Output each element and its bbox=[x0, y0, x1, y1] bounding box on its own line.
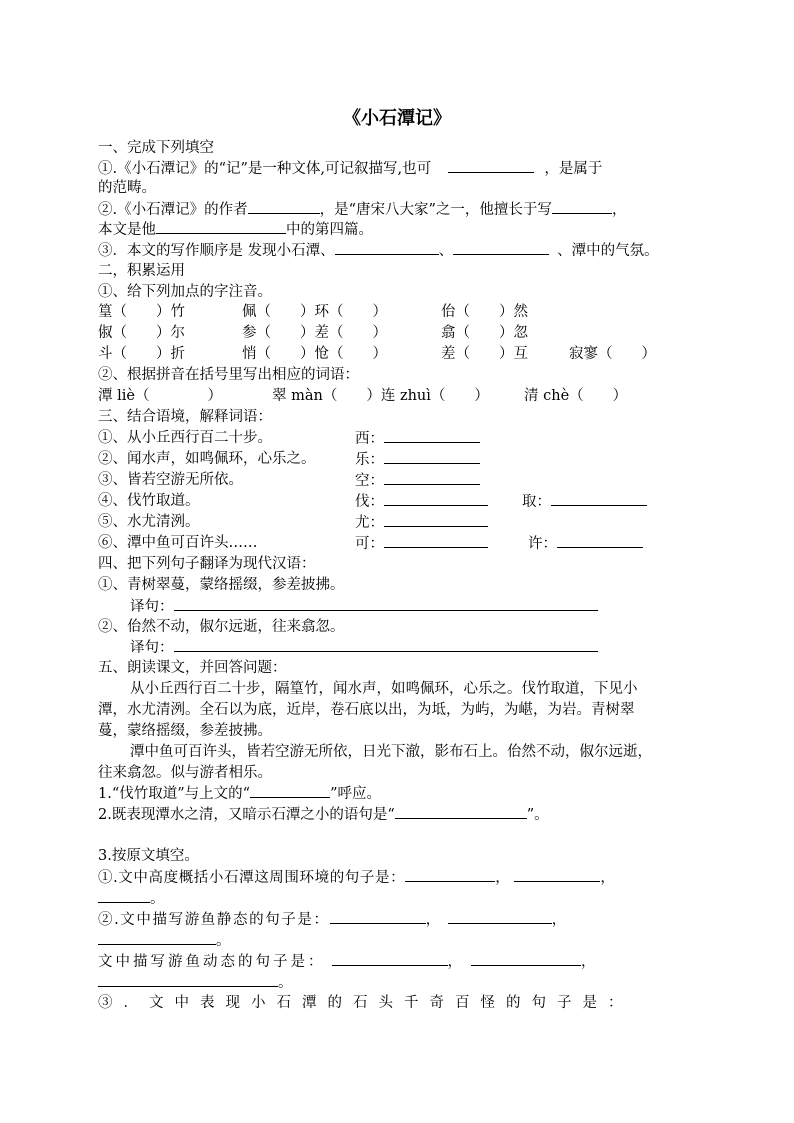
blank[interactable] bbox=[384, 470, 480, 485]
blank[interactable] bbox=[551, 491, 647, 506]
s3-word-label: 可： bbox=[355, 536, 384, 552]
blank[interactable] bbox=[453, 240, 549, 255]
blank[interactable] bbox=[330, 909, 426, 924]
pinyin-item: 佁（ ）然 bbox=[441, 304, 528, 320]
s4-answer-line bbox=[130, 596, 598, 617]
s5-q3-1-text: ①.文中高度概括小石潭这周围环境的句子是： bbox=[98, 870, 406, 886]
comma: ， bbox=[425, 912, 442, 928]
section-3-heading: 三、结合语境，解释词语： bbox=[98, 409, 272, 425]
q2-text-b: ，是“唐宋八大家”之一，他擅长于写 bbox=[319, 202, 552, 218]
s5-q3-2-text: ②.文中描写游鱼静态的句子是： bbox=[98, 912, 330, 928]
section-5-heading: 五、朗读课文，并回答问题： bbox=[98, 660, 287, 676]
pinyin-item: 悄（ ）怆（ ） bbox=[242, 346, 387, 362]
blank[interactable] bbox=[552, 199, 612, 214]
s3-word bbox=[522, 491, 647, 512]
blank[interactable] bbox=[174, 596, 598, 611]
blank[interactable] bbox=[335, 240, 439, 255]
period: 。 bbox=[150, 891, 165, 907]
q2-text-e: 中的第四篇。 bbox=[286, 222, 373, 238]
pinyin-item: 差（ ）互 bbox=[441, 346, 528, 362]
word-item: 清 chè（ ） bbox=[524, 388, 628, 404]
q1-text-b: ，是属于 bbox=[544, 161, 603, 177]
pinyin-item: 俶（ ）尔 bbox=[98, 325, 185, 341]
blank[interactable] bbox=[98, 930, 216, 945]
s3-word-label: 伐： bbox=[355, 494, 384, 510]
pinyin-item: 翕（ ）忽 bbox=[441, 325, 528, 341]
q1-text: ①.《小石潭记》的“记”是一种文体,可记叙描写,也可 bbox=[98, 161, 432, 177]
q2-text: ②.《小石潭记》的作者 bbox=[98, 202, 248, 218]
pinyin-item: 佩（ ）环（ ） bbox=[242, 304, 387, 320]
s3-word bbox=[528, 533, 643, 554]
q2-line bbox=[98, 199, 626, 220]
period: 。 bbox=[278, 975, 293, 991]
blank[interactable] bbox=[174, 637, 598, 652]
blank[interactable] bbox=[156, 219, 286, 234]
blank[interactable] bbox=[248, 199, 320, 214]
s5-q2-text: 2.既表现潭水之清，又暗示石潭之小的语句是“ bbox=[98, 807, 395, 823]
s5-q1-text: 1.“伐竹取道”与上文的“ bbox=[98, 786, 251, 802]
s5-q3-2-cont bbox=[98, 930, 231, 951]
section-2-heading: 二，积累运用 bbox=[98, 263, 185, 279]
s5-q3: 3.按原文填空。 bbox=[98, 848, 199, 864]
passage-line: 潭中鱼可百许头，皆若空游无所依，日光下澈，影布石上。佁然不动，俶尔远逝， bbox=[130, 744, 652, 760]
s5-q2 bbox=[98, 804, 549, 825]
s3-sentence: ①、从小丘西行百二十步。 bbox=[98, 430, 272, 446]
blank[interactable] bbox=[395, 804, 527, 819]
s4-q1: ①、青树翠蔓，蒙络摇缀，参差披拂。 bbox=[98, 577, 345, 593]
blank[interactable] bbox=[514, 867, 600, 882]
s5-q3-3-text: 文中描写游鱼动态的句子是： bbox=[98, 954, 326, 970]
blank[interactable] bbox=[384, 449, 480, 464]
s3-word-label: 尤： bbox=[355, 515, 384, 531]
s5-q1-text-b: ”呼应。 bbox=[330, 786, 381, 802]
s3-sentence: ③、皆若空游无所依。 bbox=[98, 472, 243, 488]
s5-q1 bbox=[98, 783, 381, 804]
section-1-heading: 一、完成下列填空 bbox=[98, 140, 214, 156]
comma: ， bbox=[551, 912, 568, 928]
s2-q2: ②、根据拼音在括号里写出相应的词语： bbox=[98, 367, 359, 383]
blank[interactable] bbox=[98, 888, 150, 903]
s5-q2-text-b: ”。 bbox=[526, 807, 549, 823]
comma: ， bbox=[495, 870, 511, 886]
blank[interactable] bbox=[384, 533, 488, 548]
s3-word-label: 取： bbox=[522, 494, 551, 510]
comma: ， bbox=[600, 870, 616, 886]
blank[interactable] bbox=[98, 972, 278, 987]
q3-text: ③．本文的写作顺序是 发现小石潭、 bbox=[98, 243, 335, 259]
q1-line bbox=[98, 158, 602, 179]
q2-text-d: 本文是他 bbox=[98, 222, 156, 238]
comma: ， bbox=[581, 954, 599, 970]
s3-word bbox=[355, 428, 480, 449]
blank[interactable] bbox=[448, 158, 534, 173]
s3-word bbox=[355, 491, 488, 512]
passage-line: 蔓，蒙络摇缀，参差披拂。 bbox=[98, 723, 272, 739]
s5-q3-1-cont bbox=[98, 888, 165, 909]
s5-q3-1 bbox=[98, 867, 615, 888]
q3-line bbox=[98, 240, 659, 261]
s3-word-label: 空： bbox=[355, 473, 384, 489]
q2-text-c: ， bbox=[611, 202, 627, 218]
s5-q3-3-cont bbox=[98, 972, 293, 993]
s3-word-label: 乐： bbox=[355, 452, 384, 468]
blank[interactable] bbox=[405, 867, 495, 882]
s4-answer-line bbox=[130, 637, 598, 658]
blank[interactable] bbox=[384, 491, 488, 506]
blank[interactable] bbox=[471, 951, 581, 966]
s3-sentence: ②、闻水声，如鸣佩环，心乐之。 bbox=[98, 451, 316, 467]
s5-q3-3 bbox=[98, 951, 599, 972]
passage-line: 往来翕忽。似与游者相乐。 bbox=[98, 765, 272, 781]
pinyin-item: 寂寥（ ） bbox=[569, 346, 656, 362]
pinyin-item: 斗（ ）折 bbox=[98, 346, 185, 362]
s3-sentence: ④、伐竹取道。 bbox=[98, 493, 200, 509]
s5-q3-4: ③．文中表现小石潭的石头千奇百怪的句子是： bbox=[98, 995, 634, 1011]
passage-line: 从小丘西行百二十步，隔篁竹，闻水声，如鸣佩环，心乐之。伐竹取道，下见小 bbox=[130, 681, 638, 697]
s3-sentence: ⑤、水尤清洌。 bbox=[98, 514, 200, 530]
q3-text-b: 、 bbox=[438, 243, 454, 259]
page-title: 《小石潭记》 bbox=[343, 108, 451, 129]
blank[interactable] bbox=[384, 512, 488, 527]
q1-line-cont: 的范畴。 bbox=[98, 180, 156, 196]
s4-q2: ②、佁然不动，俶尔远逝，往来翕忽。 bbox=[98, 619, 345, 635]
comma: ， bbox=[447, 954, 465, 970]
blank[interactable] bbox=[250, 783, 330, 798]
s3-word-label: 西： bbox=[355, 431, 384, 447]
section-4-heading: 四、把下列句子翻译为现代汉语： bbox=[98, 556, 316, 572]
blank[interactable] bbox=[448, 909, 552, 924]
passage-line: 潭，水尤清洌。全石以为底，近岸，卷石底以出，为坻，为屿，为嵁，为岩。青树翠 bbox=[98, 702, 635, 718]
s4-yiju-label: 译句： bbox=[130, 640, 174, 656]
s3-word bbox=[355, 533, 488, 554]
blank[interactable] bbox=[332, 951, 448, 966]
word-item: 潭 liè（ ） bbox=[98, 388, 222, 404]
s2-q1: ①、给下列加点的字注音。 bbox=[98, 284, 272, 300]
q2-line-cont bbox=[98, 219, 373, 240]
s3-word bbox=[355, 449, 480, 470]
blank[interactable] bbox=[557, 533, 643, 548]
s3-word bbox=[355, 470, 480, 491]
pinyin-item: 篁（ ）竹 bbox=[98, 304, 185, 320]
q3-text-c: 、潭中的气氛。 bbox=[557, 243, 659, 259]
s3-word-label: 许： bbox=[528, 536, 557, 552]
word-item: 翠 màn（ ）连 zhuì（ ） bbox=[272, 388, 489, 404]
s5-q3-2 bbox=[98, 909, 568, 930]
s3-word bbox=[355, 512, 488, 533]
blank[interactable] bbox=[384, 428, 480, 443]
s3-sentence: ⑥、潭中鱼可百许头…… bbox=[98, 535, 258, 551]
period: 。 bbox=[216, 933, 231, 949]
s4-yiju-label: 译句： bbox=[130, 599, 174, 615]
pinyin-item: 参（ ）差（ ） bbox=[242, 325, 387, 341]
